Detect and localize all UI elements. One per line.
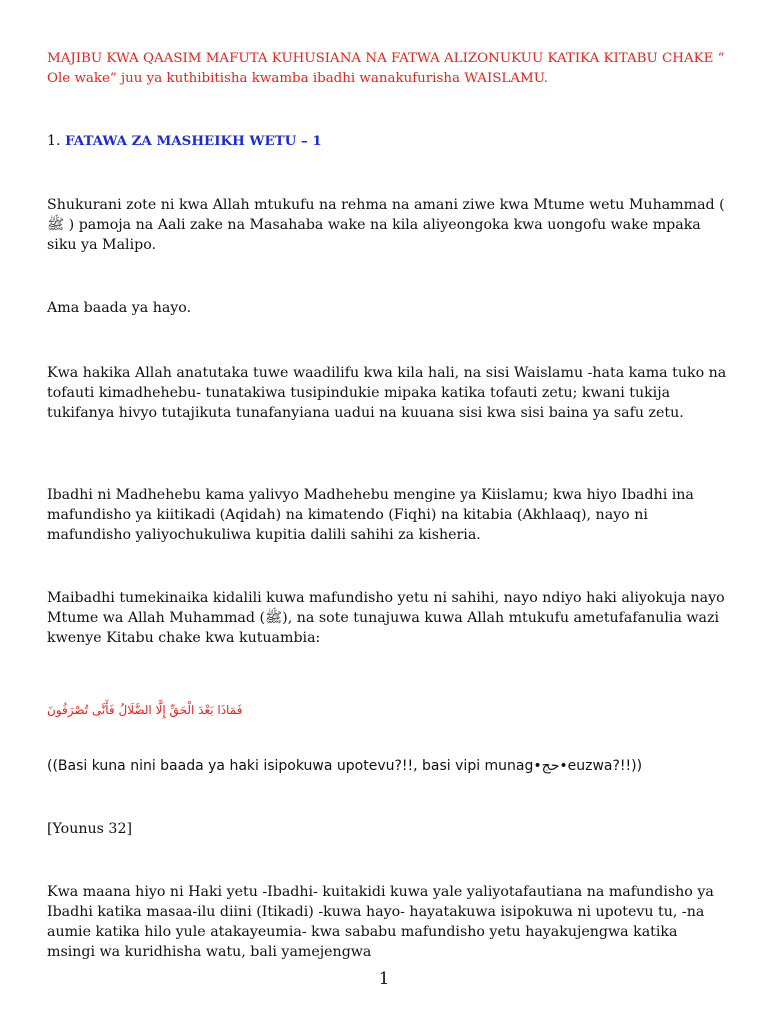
paragraph: Kwa hakika Allah anatutaka tuwe waadilifu kwa kila hali, na sisi Waislamu -hata kama tuko na tofauti kimadhehebu- tunatakiwa tusipindukie mipaka katika tofauti zetu; kwani tukija tukifanya hivyo tutajikuta tunafanyiana uadui na kuuana sisi kwa sisi baina ya safu zetu.	[47, 365, 727, 421]
document-title: MAJIBU KWA QAASIM MAFUTA KUHUSIANA NA FATWA ALIZONUKUU KATIKA KITABU CHAKE “ Ole wake” juu ya kuthibitisha kwamba ibadhi wanakufurisha WAISLAMU.	[47, 51, 725, 86]
page-number: 1	[378, 969, 390, 989]
paragraph: Maibadhi tumekinaika kidalili kuwa mafundisho yetu ni sahihi, nayo ndiyo haki aliyokuja nayo Mtume wa Allah Muhammad (ﷺ), na sote tunajuwa kuwa Allah mtukufu ametufafanulia wazi kwenye Kitabu chake kwa kutuambia:	[47, 590, 725, 646]
paragraph: Ibadhi ni Madhehebu kama yalivyo Madhehebu mengine ya Kiislamu; kwa hiyo Ibadhi ina mafundisho ya kiitikadi (Aqidah) na kimatendo (Fiqhi) na kitabia (Akhlaaq), nayo ni mafundisho yaliyochukuliwa kupitia dalili sahihi za kisheria.	[47, 487, 694, 543]
section-heading	[47, 131, 727, 151]
section-heading-text: FATAWA ZA MASHEIKH WETU – 1	[65, 133, 322, 149]
closing-paragraph: Kwa maana hiyo ni Haki yetu -Ibadhi- kuitakidi kuwa yale yaliyotafautiana na mafundisho ya Ibadhi katika masaa-ilu diini (Itikadi) -kuwa hayo- hayatakuwa isipokuwa ni upotevu tu, -na aumie katika hilo yule atakayeumia- kwa sababu mafundisho yetu hayakujengwa katika msingi wa kuridhisha watu, bali yamejengwa	[47, 884, 714, 960]
verse-translation: ((Basi kuna nini baada ya haki isipokuwa upotevu?!!, basi vipi munag•حج•euzwa?!!))	[47, 758, 643, 774]
verse-reference: [Younus 32]	[47, 821, 132, 837]
arabic-verse: فَمَاذَا بَعْدَ الْحَقِّ إِلَّا الضَّلَالُ فَأَنَّى تُصْرَفُونَ	[47, 703, 243, 717]
paragraph: Ama baada ya hayo.	[47, 300, 192, 316]
section-number: 1.	[47, 133, 61, 149]
paragraph: Shukurani zote ni kwa Allah mtukufu na rehma na amani ziwe kwa Mtume wetu Muhammad ( ﷺ ) pamoja na Aali zake na Masahaba wake na kila aliyeongoka kwa uongofu wake mpaka siku ya Malipo.	[47, 197, 725, 253]
